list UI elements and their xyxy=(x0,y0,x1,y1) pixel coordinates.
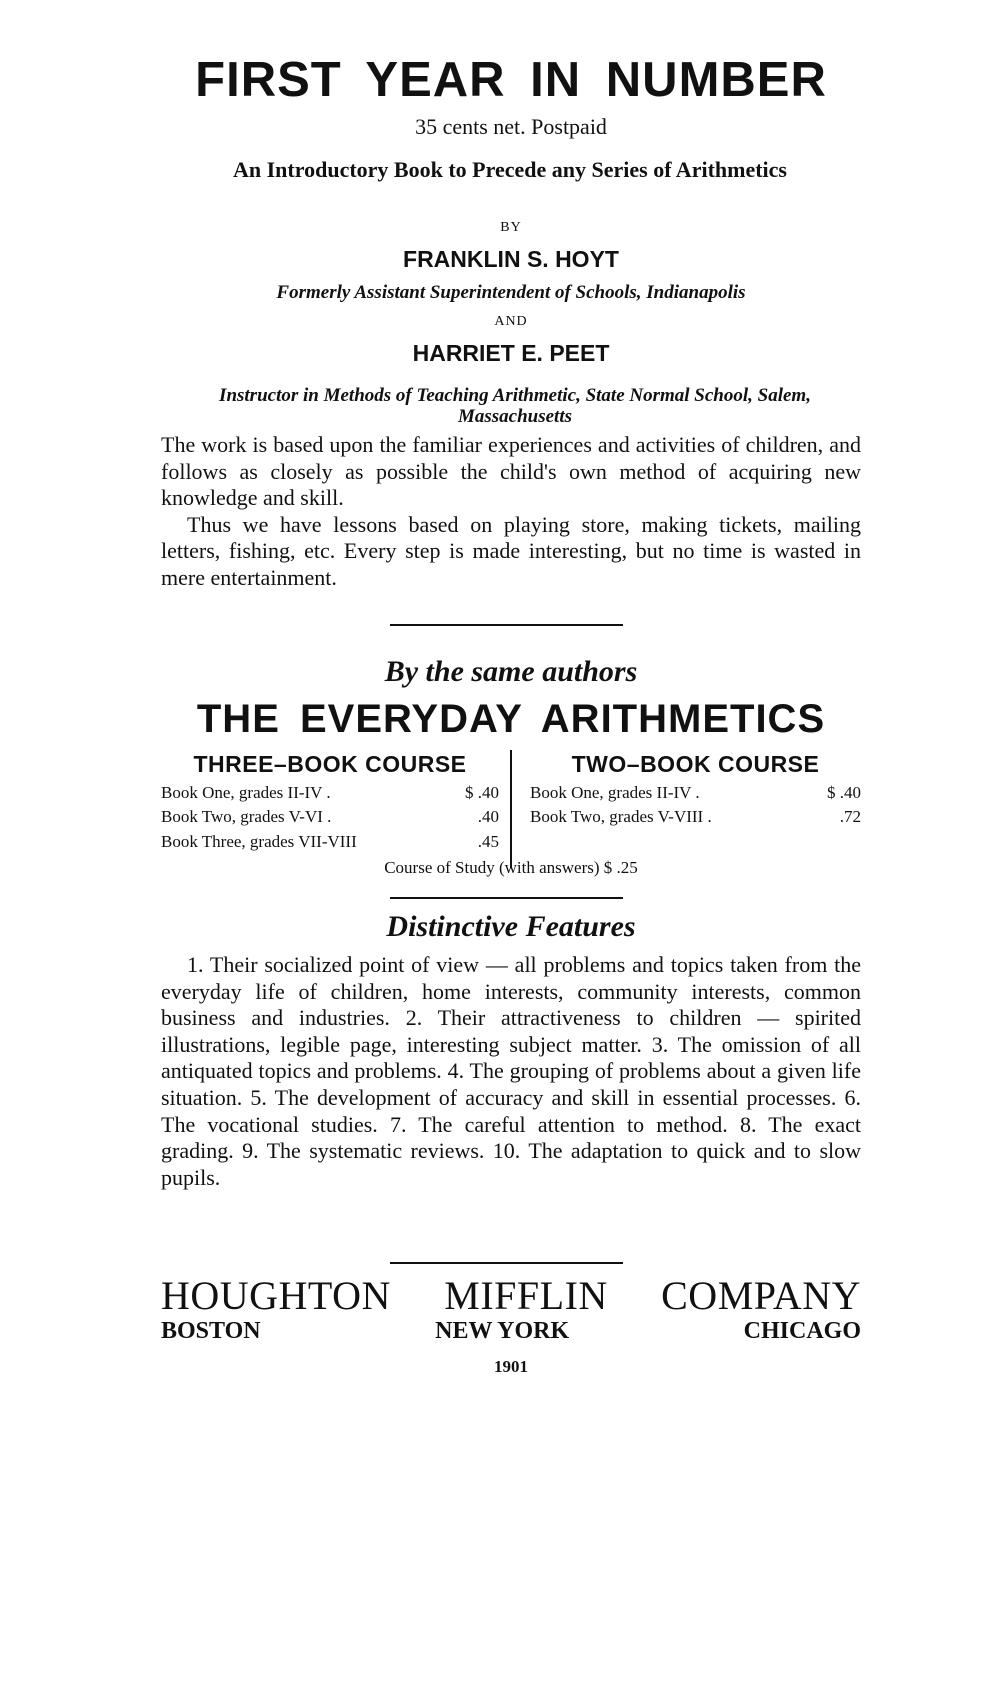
item-price: .72 xyxy=(839,807,861,826)
course-of-study: Course of Study (with answers) $ .25 xyxy=(384,858,638,877)
features-heading: Distinctive Features xyxy=(386,910,636,943)
series-title: THE EVERYDAY ARITHMETICS xyxy=(196,697,826,741)
item-label: Book One, grades II-IV . xyxy=(161,782,331,802)
city: BOSTON xyxy=(161,1318,261,1344)
author-2-title: Instructor in Methods of Teaching Arithmetic, State Normal School, Salem, Massachusetts xyxy=(219,385,811,427)
item-price: $ .40 xyxy=(465,782,499,802)
city: CHICAGO xyxy=(743,1318,861,1344)
list-item xyxy=(530,805,861,830)
divider xyxy=(390,624,623,626)
description-paragraph: The work is based upon the familiar experiences and activities of children, and follows as closely as possible the child's own method of acquiring new knowledge and skill. xyxy=(161,432,861,511)
two-book-heading: TWO–BOOK COURSE xyxy=(571,751,820,777)
publisher-name xyxy=(161,1272,861,1319)
list-item xyxy=(161,781,499,806)
publisher-cities xyxy=(161,1318,861,1345)
item-price: $ .40 xyxy=(827,782,861,802)
list-item xyxy=(161,805,499,830)
item-label: Book Two, grades V-VIII . xyxy=(530,807,712,826)
and-label: AND xyxy=(494,314,528,329)
publisher-label: HOUGHTON MIFFLIN COMPANY xyxy=(161,1273,861,1318)
list-item xyxy=(161,830,499,855)
features-text xyxy=(161,952,861,1191)
author-1-title: Formerly Assistant Superintendent of Schools, Indianapolis xyxy=(276,282,746,303)
description-paragraph: Thus we have lessons based on playing store, making tickets, mailing letters, fishing, etc. Every step is made interesting, but no time is wasted in mere entertainment. xyxy=(161,511,861,590)
item-price: .45 xyxy=(477,831,499,851)
two-book-course xyxy=(530,752,861,830)
features-paragraph: 1. Their socialized point of view — all problems and topics taken from the everyday life of children, home interests, community interests, common business and industries. 2. Their attractiveness to children — spirited illustrations, legible page, interesting subject matter. 3. The omission of all antiquated topics and problems. 4. The grouping of problems about a given life situation. 5. The development of accuracy and skill in essential processes. 6. The vocational studies. 7. The careful attention to method. 8. The exact grading. 9. The systematic reviews. 10. The adaptation to quick and to slow pupils. xyxy=(161,952,861,1190)
three-book-heading: THREE–BOOK COURSE xyxy=(193,751,467,777)
subtitle: An Introductory Book to Precede any Series of Arithmetics xyxy=(232,157,787,182)
item-price: .40 xyxy=(477,807,499,826)
divider xyxy=(390,897,623,899)
publication-year: 1901 xyxy=(494,1357,528,1376)
price: 35 cents net. Postpaid xyxy=(415,114,607,139)
description xyxy=(161,432,861,592)
column-divider xyxy=(510,750,512,868)
item-label: Book One, grades II-IV . xyxy=(530,782,700,802)
author-1: FRANKLIN S. HOYT xyxy=(403,246,619,272)
series-intro: By the same authors xyxy=(384,655,638,688)
city: NEW YORK xyxy=(435,1318,570,1344)
item-label: Book Two, grades V-VI . xyxy=(161,807,332,826)
by-label: BY xyxy=(500,220,522,235)
author-2: HARRIET E. PEET xyxy=(412,340,610,366)
list-item xyxy=(530,781,861,806)
book-title: FIRST YEAR IN NUMBER xyxy=(195,53,827,107)
divider xyxy=(390,1262,623,1264)
three-book-course xyxy=(161,752,499,854)
item-label: Book Three, grades VII-VIII xyxy=(161,831,357,851)
